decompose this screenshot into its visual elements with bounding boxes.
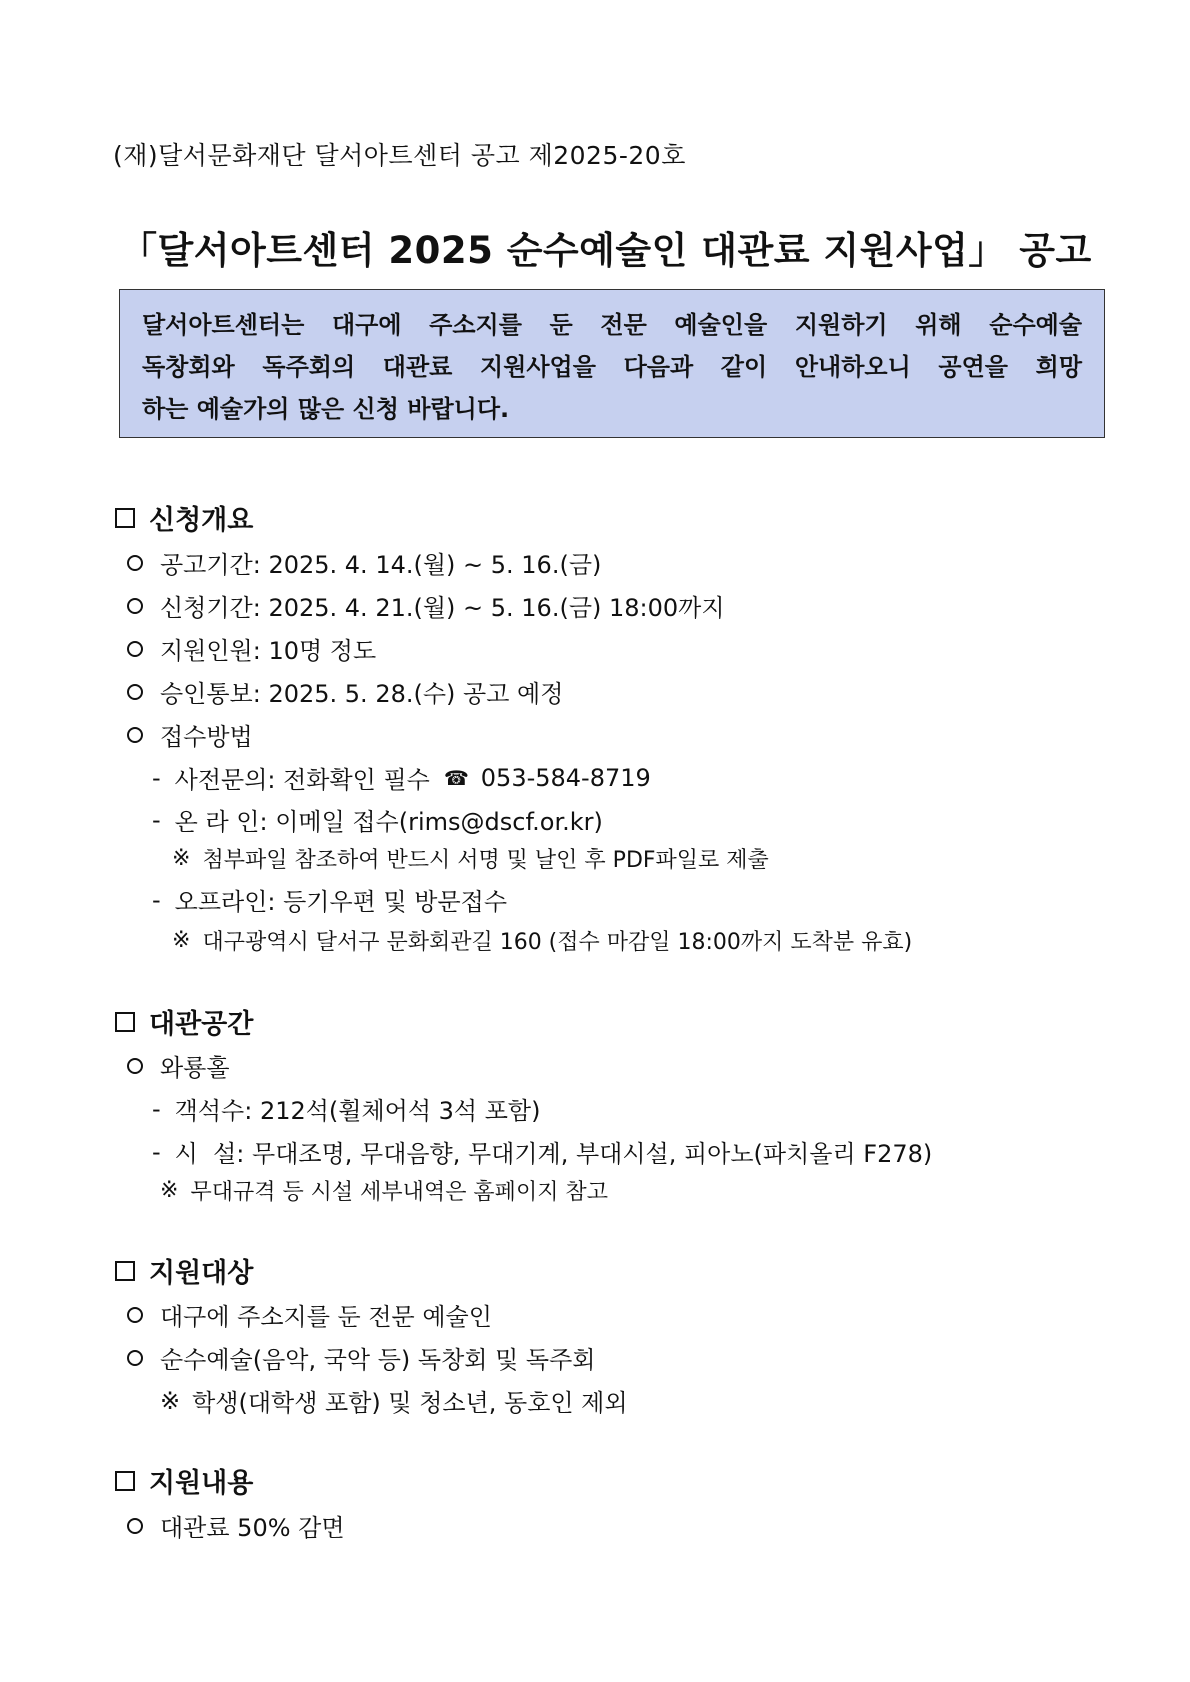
list-item-text: 공고기간: 2025. 4. 14.(월) ~ 5. 16.(금) xyxy=(160,551,602,579)
checkbox-icon xyxy=(115,1471,135,1491)
phone-number: 053-584-8719 xyxy=(480,763,651,792)
phone-icon: ☎ xyxy=(443,765,469,790)
section-title: 지원내용 xyxy=(149,1468,254,1499)
list-item-eligibility-2 xyxy=(127,1340,595,1375)
list-item-text: 대관료 50% 감면 xyxy=(160,1514,345,1542)
checkbox-icon xyxy=(115,508,135,528)
section-heading-overview xyxy=(115,498,253,537)
note-mark-icon: ※ xyxy=(160,1178,179,1203)
note-online xyxy=(172,843,769,874)
section-title: 신청개요 xyxy=(149,505,254,536)
list-item-application-period xyxy=(127,588,725,623)
sub-item-online xyxy=(152,802,603,837)
note-text: 무대규격 등 시설 세부내역은 홈페이지 참고 xyxy=(190,1180,608,1205)
circle-bullet-icon xyxy=(127,1350,143,1366)
list-item-hall xyxy=(127,1048,230,1083)
note-eligibility xyxy=(160,1383,628,1418)
note-text: 대구광역시 달서구 문화회관길 160 (접수 마감일 18:00까지 도착분 유효) xyxy=(202,930,913,955)
list-item-text: 신청기간: 2025. 4. 21.(월) ~ 5. 16.(금) 18:00까지 xyxy=(160,594,725,622)
dash-bullet: - xyxy=(152,763,161,792)
note-text: 학생(대학생 포함) 및 청소년, 동호인 제외 xyxy=(192,1389,628,1417)
list-item-approval-notice xyxy=(127,674,563,709)
list-item-text: 접수방법 xyxy=(160,723,253,751)
list-item-text: 지원인원: 10명 정도 xyxy=(160,637,377,665)
sub-item-text: 온 라 인: 이메일 접수(rims@dscf.or.kr) xyxy=(174,808,603,836)
note-offline xyxy=(172,925,912,956)
list-item-text: 대구에 주소지를 둔 전문 예술인 xyxy=(160,1303,492,1331)
intro-line-2: 독창회와 독주회의 대관료 지원사업을 다음과 같이 안내하오니 공연을 희망 xyxy=(142,353,1082,381)
sub-item-text: 객석수: 212석(휠체어석 3석 포함) xyxy=(174,1097,541,1125)
sub-item-text: 오프라인: 등기우편 및 방문접수 xyxy=(174,888,508,916)
list-item-benefit-1 xyxy=(127,1508,345,1543)
list-item-method xyxy=(127,717,253,752)
circle-bullet-icon xyxy=(127,598,143,614)
section-title: 지원대상 xyxy=(149,1258,254,1289)
checkbox-icon xyxy=(115,1012,135,1032)
page-title: 「달서아트센터 2025 순수예술인 대관료 지원사업」 공고 xyxy=(120,229,1092,272)
sub-item-inquiry xyxy=(152,760,651,795)
note-mark-icon: ※ xyxy=(160,1386,181,1415)
list-item-eligibility-1 xyxy=(127,1297,492,1332)
list-item-text: 승인통보: 2025. 5. 28.(수) 공고 예정 xyxy=(160,680,564,708)
intro-line-1: 달서아트센터는 대구에 주소지를 둔 전문 예술인을 지원하기 위해 순수예술 xyxy=(142,311,1082,339)
checkbox-icon xyxy=(115,1261,135,1281)
list-item-support-count xyxy=(127,631,376,666)
section-heading-venue xyxy=(115,1002,253,1041)
dash-bullet: - xyxy=(152,885,161,914)
section-heading-benefit xyxy=(115,1461,253,1500)
sub-item-offline xyxy=(152,882,507,917)
note-mark-icon: ※ xyxy=(172,846,191,871)
list-item-text: 순수예술(음악, 국악 등) 독창회 및 독주회 xyxy=(160,1346,596,1374)
note-facilities xyxy=(160,1175,608,1206)
dash-bullet: - xyxy=(152,805,161,834)
section-title: 대관공간 xyxy=(149,1009,254,1040)
circle-bullet-icon xyxy=(127,555,143,571)
sub-item-text: 시 설: 무대조명, 무대음향, 무대기계, 부대시설, 피아노(파치올리 F278) xyxy=(174,1140,933,1168)
note-mark-icon: ※ xyxy=(172,928,191,953)
circle-bullet-icon xyxy=(127,1058,143,1074)
sub-item-facilities xyxy=(152,1134,932,1169)
dash-bullet: - xyxy=(152,1137,161,1166)
circle-bullet-icon xyxy=(127,641,143,657)
circle-bullet-icon xyxy=(127,684,143,700)
sub-item-text: 사전문의: 전화확인 필수 xyxy=(174,766,430,794)
section-heading-eligibility xyxy=(115,1251,253,1290)
circle-bullet-icon xyxy=(127,1518,143,1534)
sub-item-seats xyxy=(152,1091,540,1126)
intro-line-3: 하는 예술가의 많은 신청 바랍니다. xyxy=(142,395,510,423)
circle-bullet-icon xyxy=(127,1307,143,1323)
list-item-announcement-period xyxy=(127,545,601,580)
note-text: 첨부파일 참조하여 반드시 서명 및 날인 후 PDF파일로 제출 xyxy=(202,848,769,873)
dash-bullet: - xyxy=(152,1094,161,1123)
notice-number: (재)달서문화재단 달서아트센터 공고 제2025-20호 xyxy=(113,141,686,170)
intro-box xyxy=(119,289,1105,438)
circle-bullet-icon xyxy=(127,727,143,743)
list-item-text: 와룡홀 xyxy=(160,1054,230,1082)
